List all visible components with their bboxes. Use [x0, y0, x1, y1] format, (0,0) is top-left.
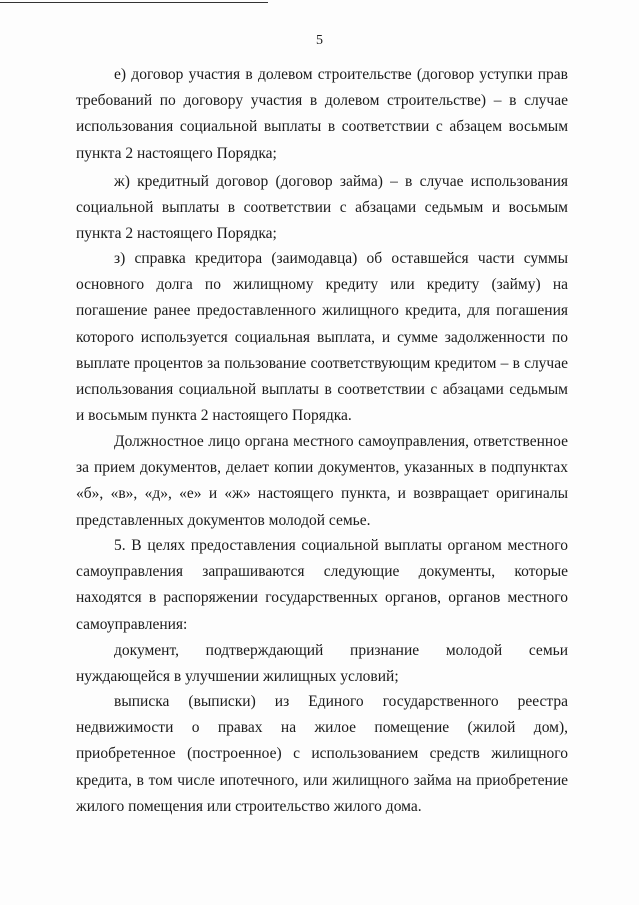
paragraph-z: з) справка кредитора (заимодавца) об оставшейся части суммы основного долга по жилищному кредиту или кредиту (займу) на погашение ранее предоставленного жилищного кредита, для погашения которого используется социальная выплата, и сумме задолженности по выплате процентов за пользование соответствующим кредитом – в случае использования социальной выплаты в соответствии с абзацами седьмым и восьмым пункта 2 настоящего Порядка. [76, 250, 568, 425]
page-number: 5 [316, 33, 323, 48]
paragraph-registry-extract: выписка (выписки) из Единого государственного реестра недвижимости о правах на жилое помещение (жилой дом), приобретенное (построенное) с использованием средств жилищного кредита, в том числе ипотечного, или жилищного займа на приобретение жилого помещения или строительство жилого дома. [76, 693, 568, 815]
paragraph-item-5: 5. В целях предоставления социальной выплаты органом местного самоуправления запрашиваются следующие документы, которые находятся в распоряжении государственных органов, органов местного самоуправления: [76, 537, 568, 633]
paragraph-official-copies: Должностное лицо органа местного самоуправления, ответственное за прием документов, делает копии документов, указанных в подпунктах «б», «в», «д», «е» и «ж» настоящего пункта, и возвращает оригиналы представленных документов молодой семье. [76, 433, 568, 529]
top-rule [0, 2, 268, 3]
paragraph-zh: ж) кредитный договор (договор займа) – в случае использования социальной выплаты в соответствии с абзацами седьмым и восьмым пункта 2 настоящего Порядка; [76, 173, 568, 243]
paragraph-need-document: документ, подтверждающий признание молодой семьи нуждающейся в улучшении жилищных условий; [76, 642, 568, 686]
paragraph-e: е) договор участия в долевом строительстве (договор уступки прав требований по договору участия в долевом строительстве) – в случае использования социальной выплаты в соответствии с абзацем восьмым пункта 2 настоящего Порядка; [76, 66, 568, 162]
